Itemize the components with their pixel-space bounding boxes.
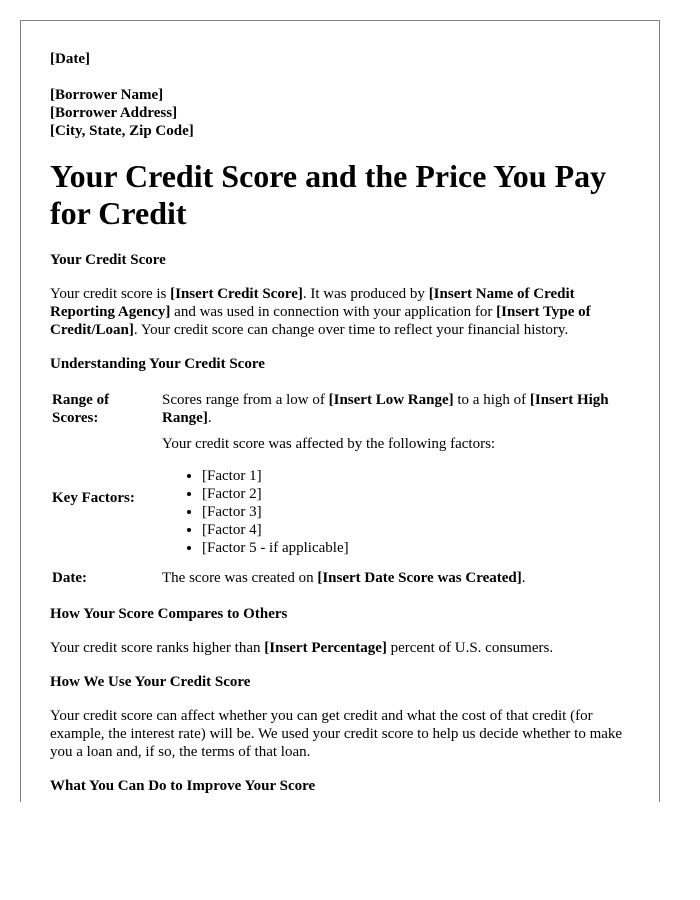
letter-content [21,21,659,795]
improve-heading: What You Can Do to Improve Your Score [50,778,316,794]
score-date-placeholder: [Insert Date Score was Created] [317,570,522,586]
range-label: Range of Scores: [52,392,110,426]
borrower-name: [Borrower Name] [50,87,164,103]
factors-row [50,433,630,567]
loan-type-placeholder: [Insert Type of Credit/Loan] [50,304,591,338]
list-item: • [Factor 2] [202,485,628,503]
credit-score-heading: Your Credit Score [50,252,166,268]
factors-intro: Your credit score was affected by the following factors: [162,436,496,452]
borrower-city-state-zip: [City, State, Zip Code] [50,123,194,139]
borrower-address-block [50,86,630,140]
factors-label: Key Factors: [52,490,135,506]
borrower-address: [Borrower Address] [50,105,178,121]
understanding-heading: Understanding Your Credit Score [50,356,265,372]
compare-heading: How Your Score Compares to Others [50,606,288,622]
list-item: • [Factor 4] [202,521,628,539]
range-row [50,389,630,433]
list-item: • [Factor 1] [202,467,628,485]
range-value: Scores range from a low of [Insert Low Range] to a high of [Insert High Range]. [162,392,609,426]
date-label: Date: [52,570,87,586]
letter-title: Your Credit Score and the Price You Pay for Credit [50,158,607,231]
list-item: • [Factor 5 - if applicable] [202,539,628,557]
credit-score-paragraph: Your credit score is [Insert Credit Score]. It was produced by [Insert Name of Credit Reporting Agency] and was used in connection with your application for [Insert Type of Credit/Loan]. Your credit score can change over time to reflect your financial history. [50,286,591,338]
credit-score-placeholder: [Insert Credit Score] [170,286,303,302]
date-value: The score was created on [Insert Date Score was Created]. [162,570,526,586]
percentage-placeholder: [Insert Percentage] [264,640,387,656]
score-details-table [50,389,630,593]
date-row [50,567,630,593]
list-item: • [Factor 3] [202,503,628,521]
low-range-placeholder: [Insert Low Range] [328,392,454,408]
agency-placeholder: [Insert Name of Credit Reporting Agency] [50,286,575,320]
factors-list [162,467,628,557]
use-paragraph: Your credit score can affect whether you can get credit and what the cost of that credit (for example, the interest rate) will be. We used your credit score to help us decide whether to make you a loan and, if so, the terms of that loan. [50,708,623,760]
factors-value [160,433,630,567]
compare-paragraph: Your credit score ranks higher than [Insert Percentage] percent of U.S. consumers. [50,640,554,656]
high-range-placeholder: [Insert High Range] [162,392,609,426]
date-placeholder: [Date] [50,51,90,67]
letter-page [20,20,660,802]
use-heading: How We Use Your Credit Score [50,674,251,690]
